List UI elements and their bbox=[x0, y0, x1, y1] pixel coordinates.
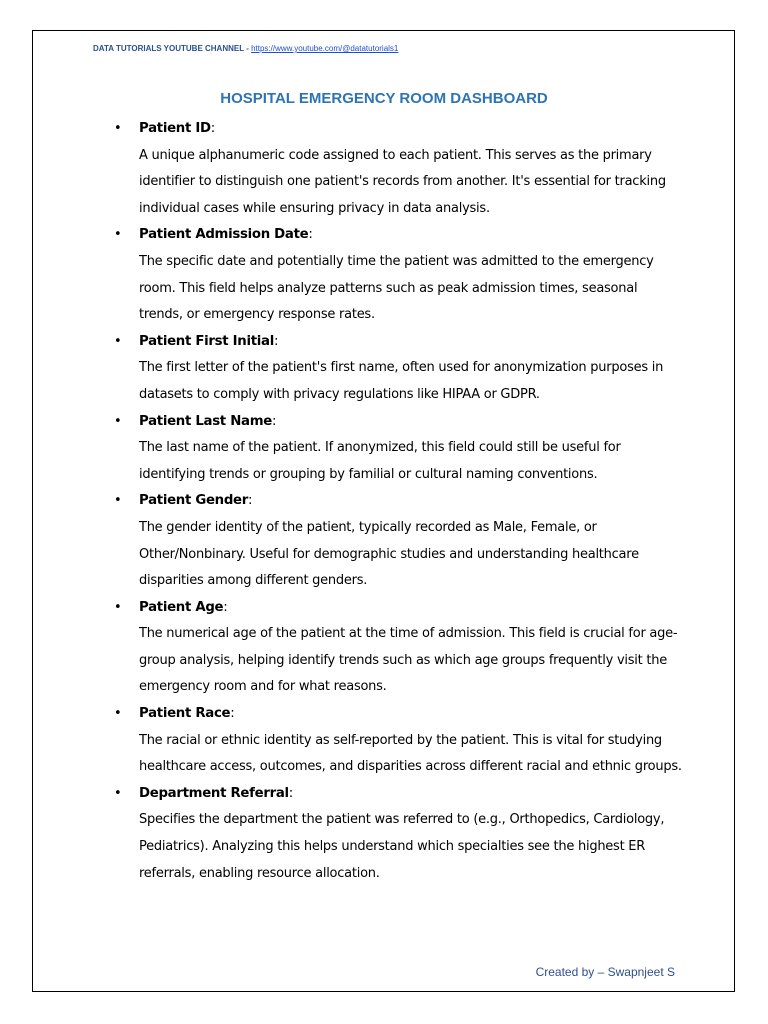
field-description: The numerical age of the patient at the time of admission. This field is crucial for age-group analysis, helping identify trends such as which age groups frequently visit the emergency room and for what reasons. bbox=[139, 626, 678, 695]
field-description: Specifies the department the patient was referred to (e.g., Orthopedics, Cardiology, Pediatrics). Analyzing this helps understand which specialties see the highest ER referrals, enabling resource allocation. bbox=[139, 812, 665, 881]
field-term bbox=[139, 222, 682, 249]
header-separator: - bbox=[243, 44, 252, 53]
list-item bbox=[0, 595, 768, 701]
bullet-icon: • bbox=[114, 493, 122, 509]
field-description: The racial or ethnic identity as self-reported by the patient. This is vital for studying healthcare access, outcomes, and disparities across different racial and ethnic groups. bbox=[139, 732, 682, 775]
list-item bbox=[0, 329, 768, 409]
field-definition-list bbox=[0, 116, 768, 887]
list-item bbox=[0, 409, 768, 489]
list-item bbox=[0, 116, 768, 222]
list-item bbox=[0, 701, 768, 781]
list-item bbox=[0, 488, 768, 594]
list-item bbox=[0, 781, 768, 887]
bullet-icon: • bbox=[114, 121, 122, 136]
page-header bbox=[93, 43, 398, 54]
field-description: A unique alphanumeric code assigned to each patient. This serves as the primary identifier to distinguish one patient's records from another. It's essential for tracking individual cases while ensuring privacy in data analysis. bbox=[139, 147, 666, 216]
field-term bbox=[139, 701, 682, 728]
field-name-patient-id: Patient ID bbox=[139, 121, 211, 136]
field-name-patient-race: Patient Race bbox=[139, 706, 231, 722]
field-term bbox=[139, 409, 682, 436]
bullet-icon: • bbox=[114, 706, 122, 722]
document-title: HOSPITAL EMERGENCY ROOM DASHBOARD bbox=[220, 90, 548, 107]
field-name-patient-age: Patient Age bbox=[139, 599, 224, 615]
bullet-icon: • bbox=[114, 599, 122, 615]
youtube-channel-link[interactable]: https://www.youtube.com/@datatutorials1 bbox=[251, 44, 399, 53]
bullet-icon: • bbox=[114, 785, 122, 801]
field-description: The first letter of the patient's first name, often used for anonymization purposes in datasets to comply with privacy regulations like HIPAA or GDPR. bbox=[139, 360, 664, 402]
field-term bbox=[139, 116, 682, 143]
bullet-icon: • bbox=[114, 413, 122, 429]
field-description: The specific date and potentially time the patient was admitted to the emergency room. This field helps analyze patterns such as peak admission times, seasonal trends, or emergency response rates. bbox=[139, 253, 654, 323]
field-name-patient-last-name: Patient Last Name bbox=[139, 413, 272, 429]
field-name-patient-first-initial: Patient First Initial bbox=[139, 333, 274, 349]
header-channel-label: DATA TUTORIALS YOUTUBE CHANNEL bbox=[93, 44, 244, 53]
field-term bbox=[139, 595, 682, 622]
field-name-department-referral: Department Referral bbox=[139, 785, 289, 801]
field-term bbox=[139, 781, 682, 808]
field-term bbox=[139, 329, 682, 356]
field-description: The gender identity of the patient, typically recorded as Male, Female, or Other/Nonbinary. Useful for demographic studies and understanding healthcare disparities among different genders. bbox=[139, 519, 639, 589]
field-description: The last name of the patient. If anonymized, this field could still be useful for identifying trends or grouping by familial or cultural naming conventions. bbox=[139, 440, 621, 482]
bullet-icon: • bbox=[114, 227, 122, 243]
field-term bbox=[139, 488, 682, 515]
author-credit: Created by – Swapnjeet S bbox=[535, 965, 675, 979]
field-name-patient-gender: Patient Gender bbox=[139, 493, 249, 509]
field-name-patient-admission-date: Patient Admission Date bbox=[139, 227, 309, 243]
list-item bbox=[0, 222, 768, 328]
bullet-icon: • bbox=[114, 333, 122, 349]
